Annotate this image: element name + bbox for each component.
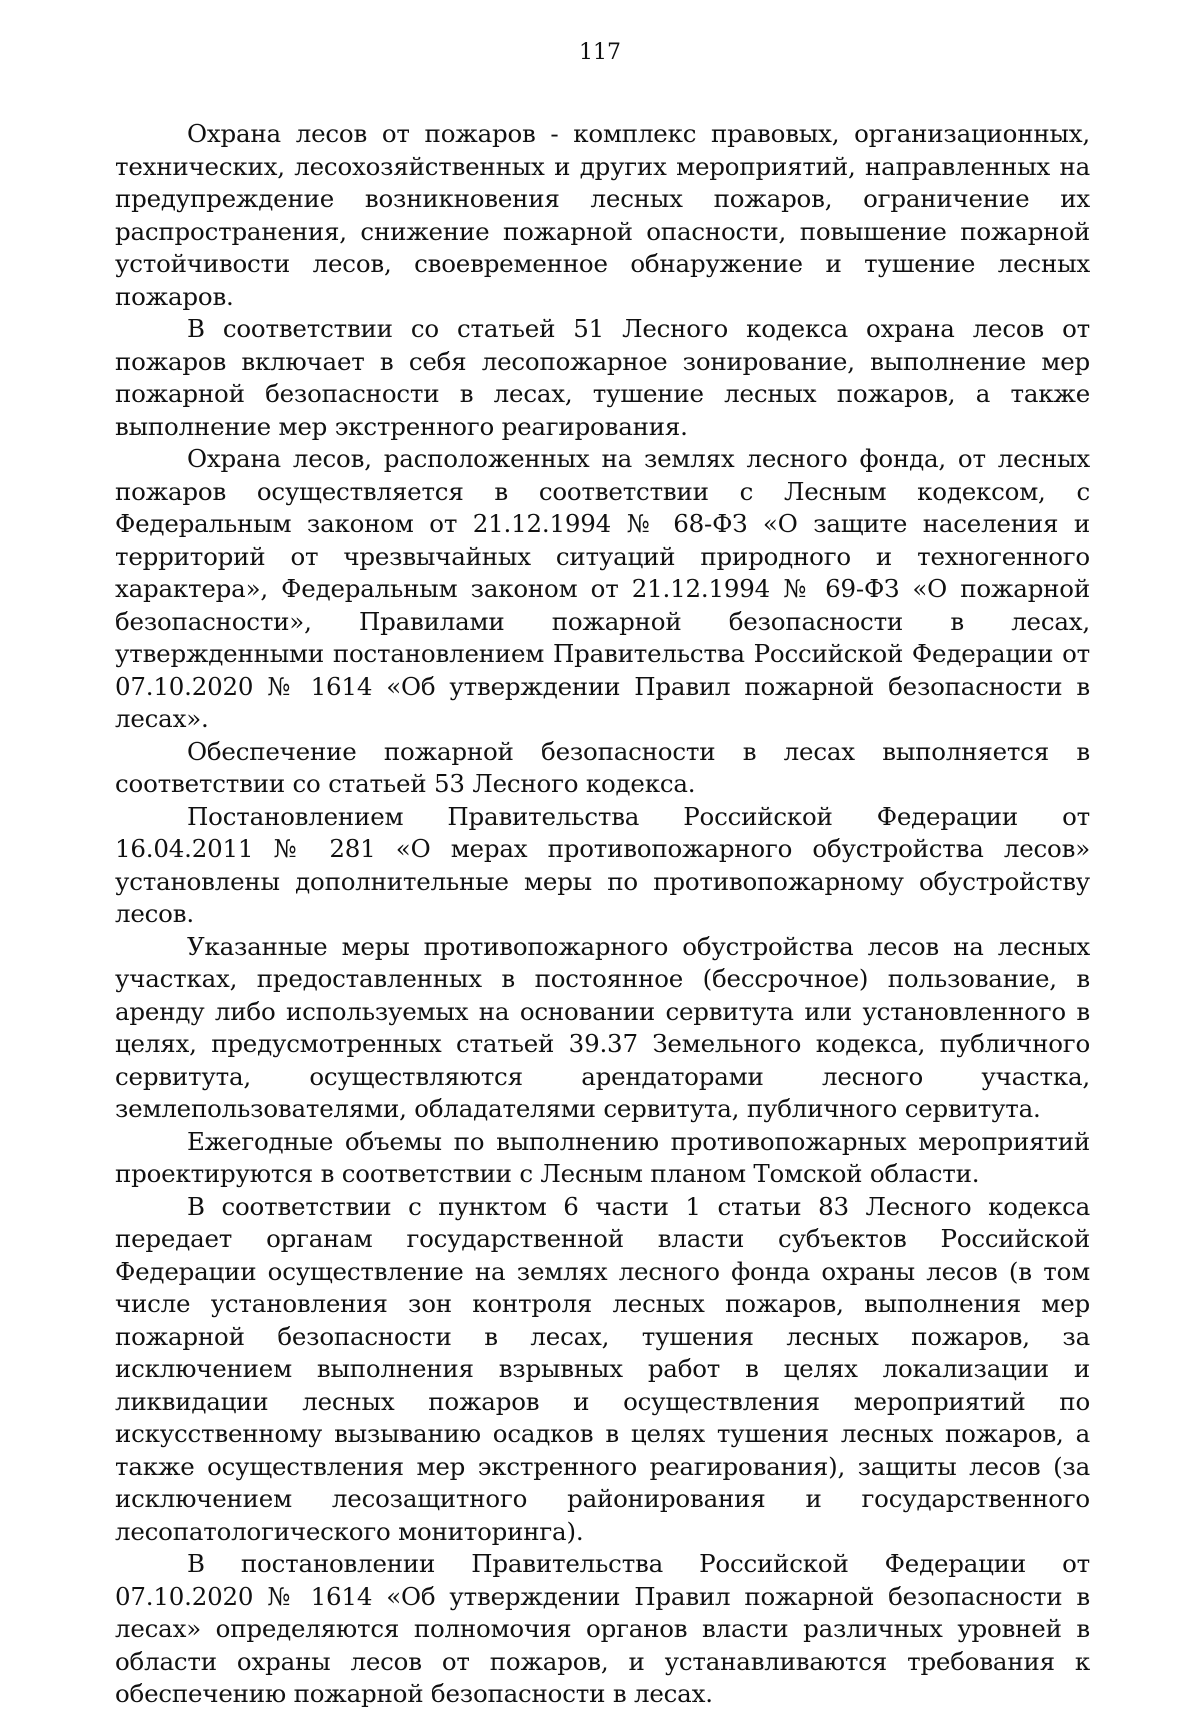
paragraph-legal-basis: Охрана лесов, расположенных на землях лесного фонда, от лесных пожаров осуществляется в соответствии с Лесным кодексом, с Федеральным законом от 21.12.1994 № 68-ФЗ «О защите населения и территорий от чрезвычайных ситуаций природного и техногенного характера», Федеральным законом от 21.12.1994 № 69-ФЗ «О пожарной безопасности», Правилами пожарной безопасности в лесах, утвержденными постановлением Правительства Российской Федерации от 07.10.2020 № 1614 «Об утверждении Правил пожарной безопасности в лесах». [115, 444, 1090, 733]
paragraph-article-53: Обеспечение пожарной безопасности в лесах выполняется в соответствии со статьей 53 Лесного кодекса. [115, 736, 1090, 798]
paragraph-resolution-281: Постановлением Правительства Российской Федерации от 16.04.2011 № 281 «О мерах противопожарного обустройства лесов» установлены дополнительные меры по противопожарному обустройству лесов. [115, 801, 1090, 928]
document-body [115, 118, 1090, 1711]
paragraph-resolution-1614: В постановлении Правительства Российской Федерации от 07.10.2020 № 1614 «Об утверждении Правил пожарной безопасности в лесах» определяются полномочия органов власти различных уровней в области охраны лесов от пожаров, и устанавливаются требования к обеспечению пожарной безопасности в лесах. [115, 1549, 1090, 1708]
paragraph-article-51: В соответствии со статьей 51 Лесного кодекса охрана лесов от пожаров включает в себя лесопожарное зонирование, выполнение мер пожарной безопасности в лесах, тушение лесных пожаров, а также выполнение мер экстренного реагирования. [115, 314, 1090, 441]
paragraph-article-83: В соответствии с пунктом 6 части 1 статьи 83 Лесного кодекса передает органам государственной власти субъектов Российской Федерации осуществление на землях лесного фонда охраны лесов (в том числе установления зон контроля лесных пожаров, выполнения мер пожарной безопасности в лесах, тушения лесных пожаров, за исключением выполнения взрывных работ в целях локализации и ликвидации лесных пожаров и осуществления мероприятий по искусственному вызыванию осадков в целях тушения лесных пожаров, а также осуществления мер экстренного реагирования), защиты лесов (за исключением лесозащитного районирования и государственного лесопатологического мониторинга). [115, 1191, 1090, 1546]
paragraph-responsible-parties: Указанные меры противопожарного обустройства лесов на лесных участках, предоставленных в постоянное (бессрочное) пользование, в аренду либо используемых на основании сервитута или установленного в целях, предусмотренных статьей 39.37 Земельного кодекса, публичного сервитута, осуществляются арендаторами лесного участка, землепользователями, обладателями сервитута, публичного сервитута. [115, 931, 1090, 1123]
page-number: 117 [579, 40, 621, 65]
paragraph-fire-protection-definition: Охрана лесов от пожаров - комплекс правовых, организационных, технических, лесохозяйственных и других мероприятий, направленных на предупреждение возникновения лесных пожаров, ограничение их распространения, снижение пожарной опасности, повышение пожарной устойчивости лесов, своевременное обнаружение и тушение лесных пожаров. [115, 119, 1090, 311]
paragraph-annual-volumes: Ежегодные объемы по выполнению противопожарных мероприятий проектируются в соответствии с Лесным планом Томской области. [115, 1126, 1090, 1188]
